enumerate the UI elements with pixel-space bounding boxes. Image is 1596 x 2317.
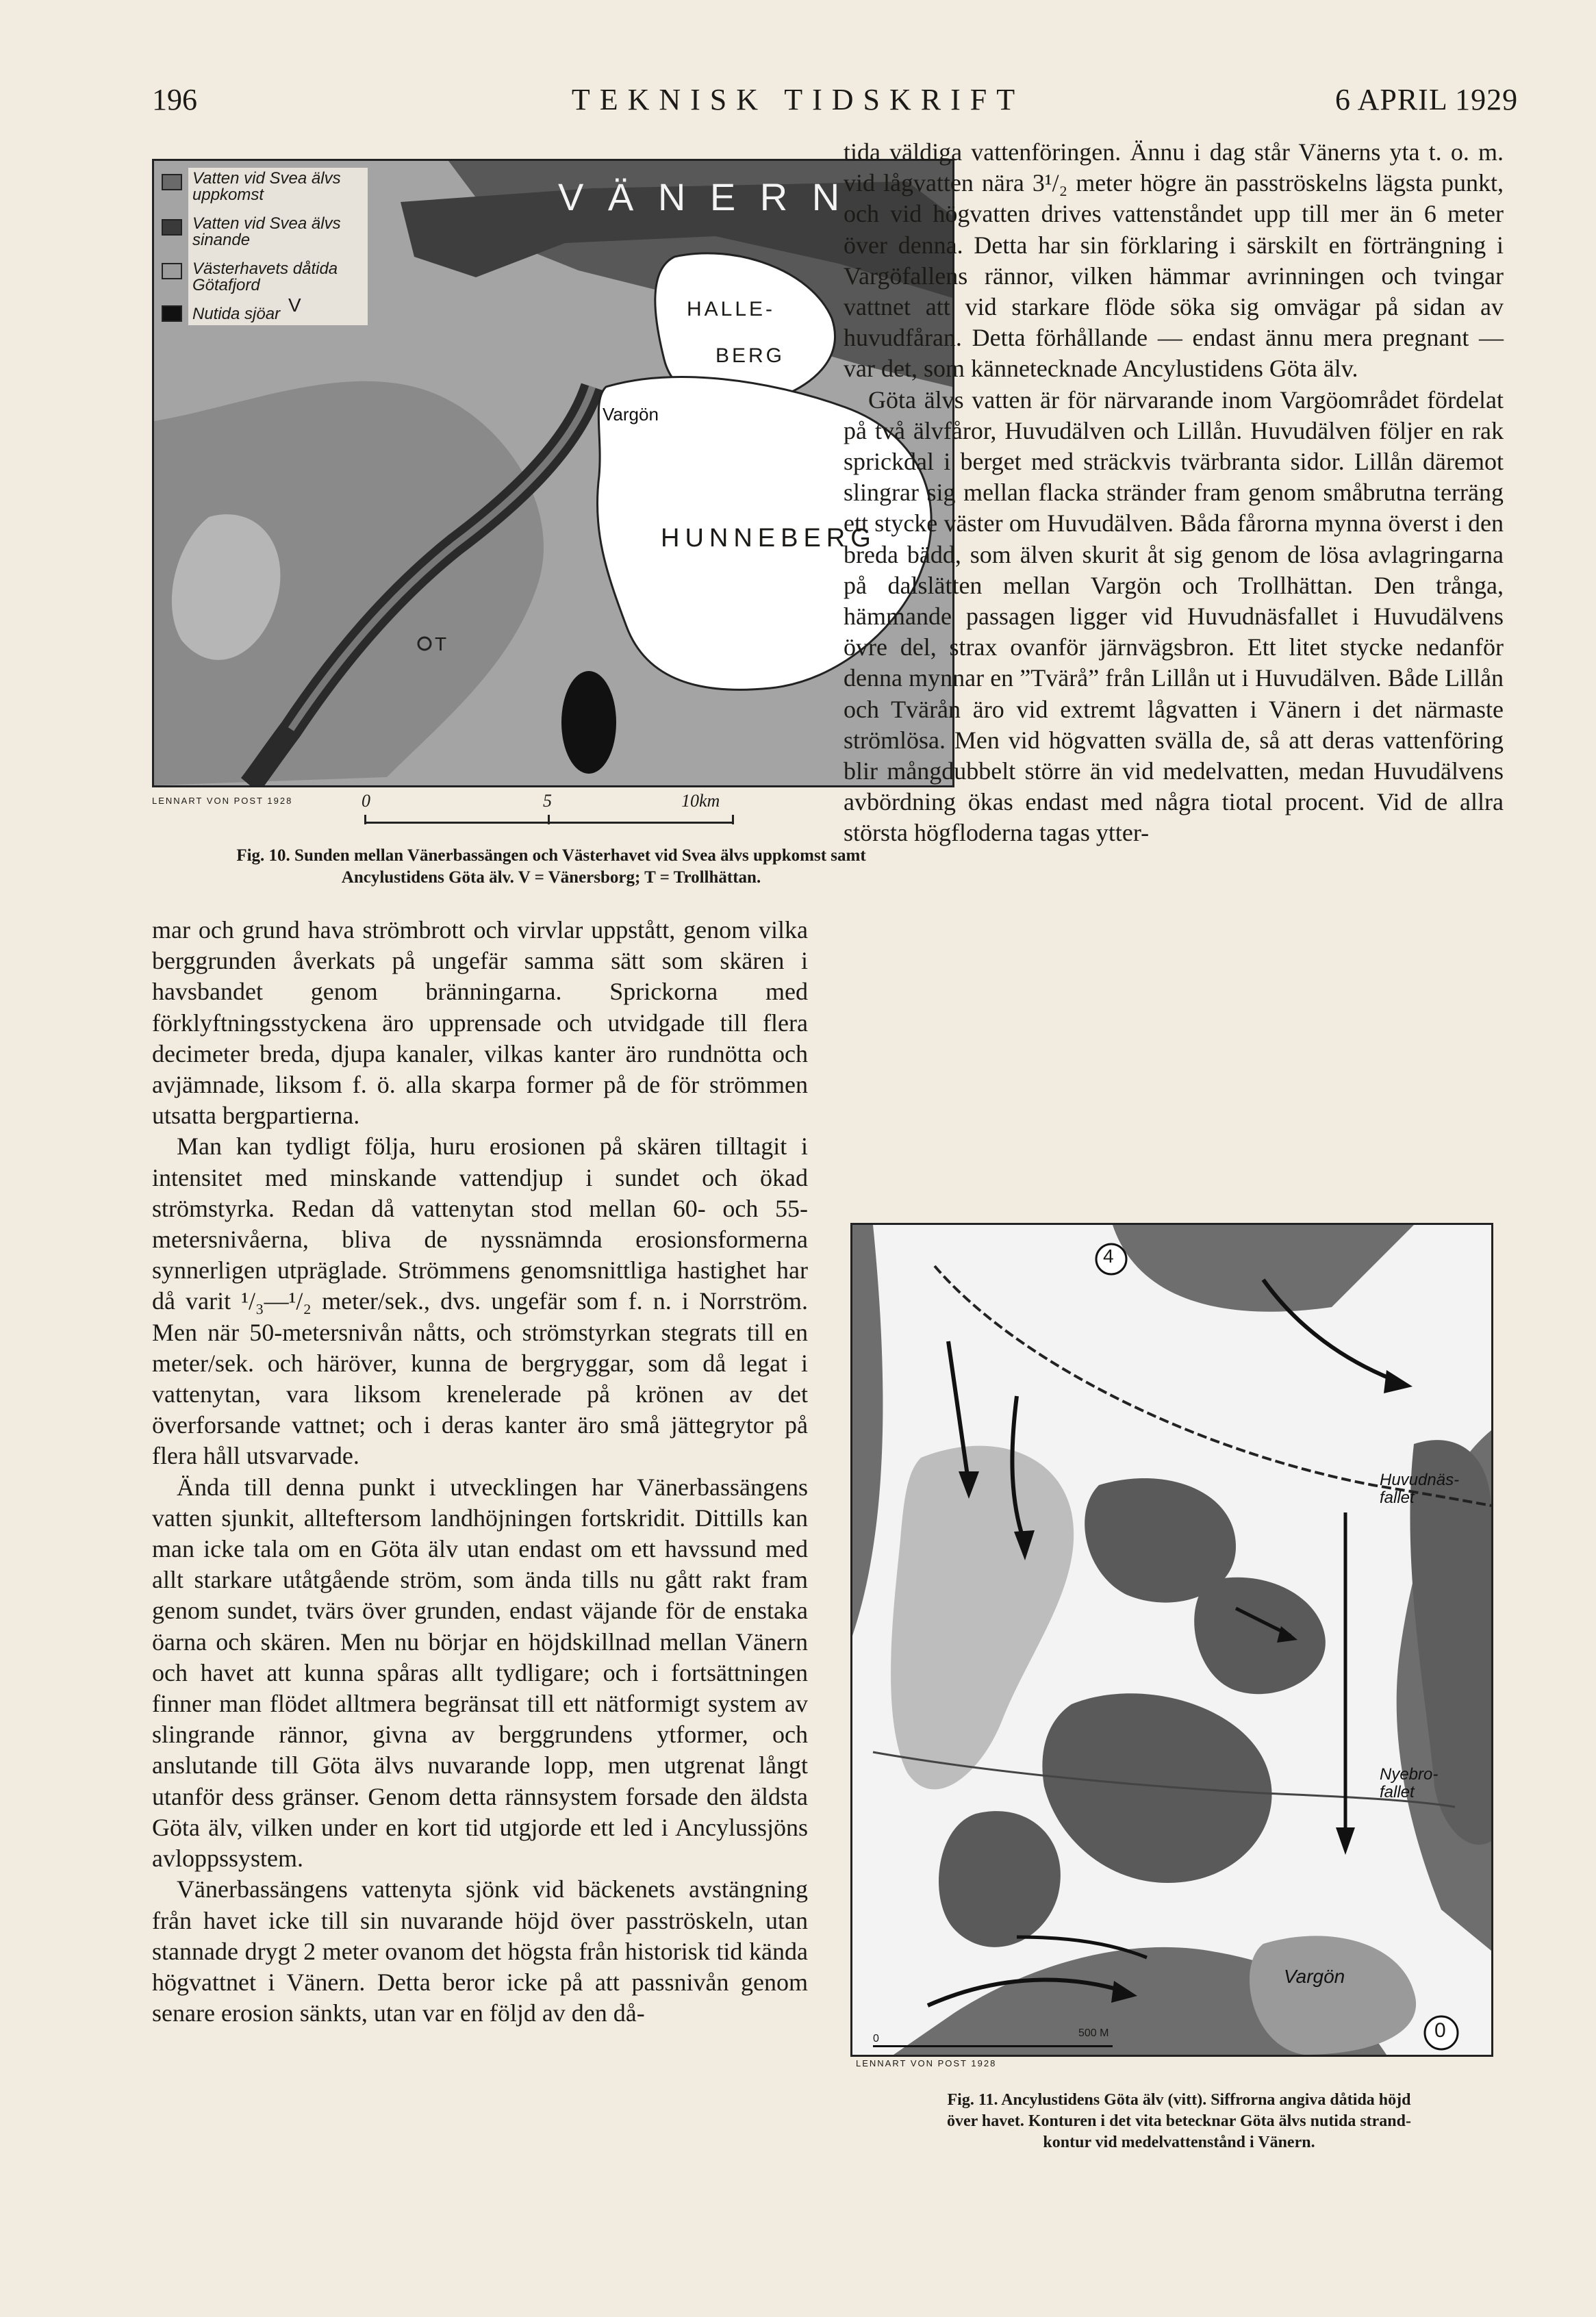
fig10-scale-tick-10: [732, 815, 734, 824]
fig10-legend: [188, 168, 368, 325]
fig11-scale-bar: [873, 2045, 1113, 2047]
fig11-label-4: 4: [1103, 1245, 1114, 1267]
fig10-label-halleberg-1: HALLE-: [687, 298, 776, 320]
fig11-caption-line3: kontur vid medelvattenstånd i Vänern.: [1043, 2134, 1315, 2151]
fig10-caption: [130, 845, 972, 889]
legend-swatch-3: [162, 264, 181, 279]
legend-swatch-2: [162, 220, 181, 235]
fig11-map-drawing: [852, 1225, 1491, 2055]
fig10-caption-line2: Ancylustidens Göta älv. V = Vänersborg; T = Trollhättan.: [341, 868, 761, 887]
right-paragraph-1: tida väldiga vattenföringen. Ännu i dag står Vänerns yta t. o. m. vid lågvatten nära 3¹/₂ meter högre än pasströskelns lägsta punkt, och vid högvatten drives vattenståndet upp till mer än 6 meter över denna. Detta har sin förklaring i särskilt en förträngning i Vargöfallens rännor, vilken hämmar avrinningen och tvingar vattnet att vid starkare flöde söka sig omvägar på sidan av huvudfåran. Detta förhållande — endast ännu mera pregnant — var det, som kännetecknade Ancylustidens Göta älv.: [844, 138, 1504, 383]
fig10-lake: [561, 671, 616, 774]
legend-swatch-1: [162, 175, 181, 190]
fig11-label-nyebrofallet: [1380, 1766, 1438, 1801]
fig11-scale-end: 500 M: [1078, 2027, 1109, 2039]
fig11-label-huvudnas-1: Huvudnäs-: [1380, 1471, 1460, 1489]
fig11-label-0: 0: [1434, 2019, 1446, 2042]
fig10-label-vanern: V Ä N E R N: [558, 175, 847, 218]
fig10-scale-zero: 0: [362, 791, 370, 811]
fig10-caption-line1: Fig. 10. Sunden mellan Vänerbassängen och Västerhavet vid Svea älvs uppkomst samt: [236, 846, 866, 865]
right-column: [844, 137, 1504, 849]
fig11-signature: LENNART VON POST 1928: [856, 2058, 997, 2068]
fig10-scale-tick-5: [548, 815, 550, 824]
fig10-signature: LENNART VON POST 1928: [152, 796, 293, 806]
fig11-label-nyebro-1: Nyebro-: [1380, 1765, 1439, 1784]
page-number: 196: [152, 83, 197, 116]
fig10-label-hunneberg: HUNNEBERG: [661, 524, 876, 553]
legend-item-2: Vatten vid Svea älvs sinande: [192, 214, 341, 249]
fig11-label-nyebro-2: fallet: [1380, 1783, 1415, 1801]
left-paragraph-4: Vänerbassängens vattenyta sjönk vid bäckenets avstängning från havet icke till sin nuvarande höjd över pasströskeln, utan stannade drygt 2 meter ovanom det högsta från historisk tid kända högvattnet i Vänern. Detta beror icke på att passnivån genom senare erosion sänkts, utan var en följd av den då-: [152, 1875, 808, 2027]
fig10-label-v: V: [288, 294, 301, 316]
fig11-label-huvudnas-2: fallet: [1380, 1489, 1415, 1507]
fig11-caption-line1: Fig. 11. Ancylustidens Göta älv (vitt). Siffrorna angiva dåtida höjd: [947, 2091, 1411, 2109]
left-paragraph-3: Ända till denna punkt i utvecklingen har Vänerbassängens vatten sjunkit, allteftersom landhöjningen fortskridit. Dittills kan man icke tala om en Göta älv utan endast om ett havssund med allt starkare utåtgående ström, som ända tills nu gått rakt fram genom sundet, tvärs över grunden, endast väjande för de enstaka öarna och skären. Men nu börjar en höjdskillnad mellan Vänern och havet att kunna spåras allt tydligare; och i fortsättningen finner man flödet alltmera begränsat till ett nätformigt system av slingrande rännor, givna av berggrundens ytformer, och anslutande till Göta älvs nuvarande lopp, men utgrenat långt utanför dess gränser. Genom detta rännsystem forsade den äldsta Göta älv, vilken under en kort tid utgjorde ett led i Ancylussjöns avloppssystem.: [152, 1473, 808, 1873]
left-paragraph-2: Man kan tydligt följa, huru erosionen på skären tilltagit i intensitet med minskande vattendjup i sundet och ökad strömstyrka. Redan då vattenytan stod mellan 60- och 55-metersnivåerna, bliva de nyssnämnda erosionsformerna synnerligen utpräglade. Strömmens genomsnittliga hastighet har då varit ¹/₃—¹/₂ meter/sek., dvs. ungefär som f. n. i Norrström. Men när 50-metersnivån nåtts, och strömstyrkan stegrats till en meter/sek. och häröver, kunna de bergryggar, som då legat i vattenytan, vara liksom krenelerade på krönen av det överforsande vattnet; och i deras kanter äro små jättegrytor på flera håll utsvarvade.: [152, 1132, 808, 1470]
fig10-map: [152, 159, 954, 787]
fig11-label-huvudnasfallet: [1380, 1471, 1459, 1507]
legend-item-3: Västerhavets dåtida Götafjord: [192, 259, 338, 294]
right-paragraph-2: Göta älvs vatten är för närvarande inom Vargöområdet fördelat på två älvfåror, Huvudälven och Lillån. Huvudälven följer en rak sprickdal i berget med sträckvis tvärbranta sidor. Lillån däremot slingrar sig mellan flacka stränder fram genom småbrutna terräng ett stycke väster om Huvudälven. Båda fårorna mynna överst i den breda bädd, som älven skurit åt sig genom de lösa avlagringarna på dalslätten mellan Vargön och Trollhättan. Den trånga, hämmande passagen ligger vid Huvudnäsfallet i Huvudälvens övre del, strax ovanför järnvägsbron. Ett litet stycke nedanför denna mynnar en ”Tvärå” från Lillån ut i Huvudälven. Både Lillån och Tvärån äro vid extremt lågvatten i Vänern i det närmaste strömlösa. Men vid högvatten svälla de, så att deras vattenföring blir mångdubbelt större än vid medelvatten, medan Huvudälvens avbördning ökas endast med några tiotal procent. Vid de allra största högfloderna tagas ytter-: [844, 385, 1504, 847]
fig10-scale-tick-0: [364, 815, 366, 824]
fig10-scale-mid: 5: [543, 791, 552, 811]
journal-title: TEKNISK TIDSKRIFT: [571, 83, 1025, 116]
fig11-label-vargon: Vargön: [1284, 1966, 1345, 1987]
fig10-label-t: T: [435, 633, 447, 655]
fig10-scale-end: 10km: [681, 791, 720, 811]
legend-swatch-4: [162, 306, 181, 321]
fig10-label-halleberg-2: BERG: [715, 344, 785, 367]
legend-item-4: Nutida sjöar: [192, 305, 281, 323]
left-paragraph-1: mar och grund hava strömbrott och virvlar uppstått, genom vilka berggrunden åverkats på ungefär samma sätt som skären i havsbandet genom bränningarna. Sprickorna med förklyftningsstyckena äro upprensade och utvidgade till flera decimeter breda, djupa kanaler, vilkas kanter äro rundnötta och avjämnade, liksom f. ö. alla skarpa former på de för strömmen utsatta bergpartierna.: [152, 916, 808, 1130]
issue-date: 6 APRIL 1929: [1335, 83, 1519, 116]
legend-item-1: Vatten vid Svea älvs uppkomst: [192, 169, 341, 204]
fig11-caption-line2: över havet. Konturen i det vita betecknar Göta älvs nutida strand-: [946, 2112, 1411, 2130]
fig11-scale-zero: 0: [873, 2033, 879, 2044]
fig11-map: [850, 1223, 1493, 2057]
fig11-caption: [844, 2090, 1515, 2153]
left-column: [152, 915, 808, 2029]
fig10-label-vargon: Vargön: [603, 404, 659, 425]
